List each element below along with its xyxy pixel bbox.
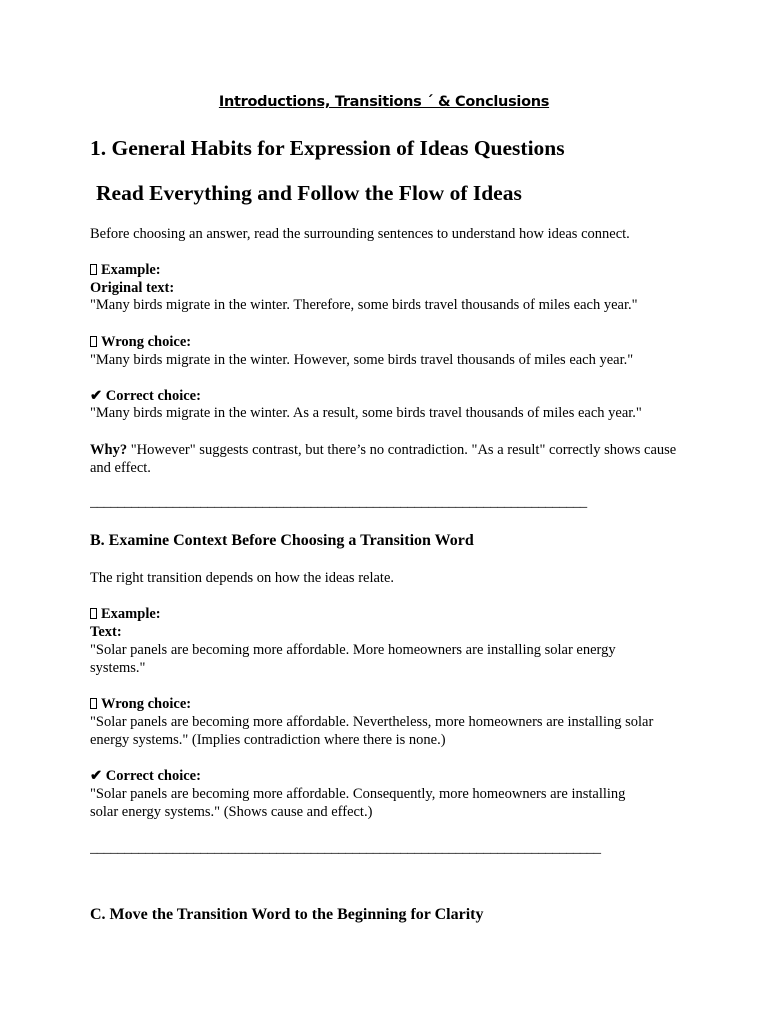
heading-section-b: B. Examine Context Before Choosing a Transition Word	[90, 532, 474, 549]
wrong-choice-label-b: Wrong choice:	[90, 695, 191, 713]
missing-glyph-icon	[90, 264, 97, 275]
correct-choice-text-b: "Solar panels are becoming more affordable. Consequently, more homeowners are installing solar energy systems." (Shows cause and effect.)	[90, 786, 626, 820]
wrong-choice-text-b: "Solar panels are becoming more affordable. Nevertheless, more homeowners are installing solar energy systems." (Implies contradiction where there is none.)	[90, 714, 654, 748]
why-text: "However" suggests contrast, but there’s no contradiction. "As a result" correctly shows cause and effect.	[90, 442, 677, 476]
checkmark-icon: ✔	[90, 388, 103, 404]
heading-general-habits: 1. General Habits for Expression of Ideas Questions	[90, 136, 565, 160]
why-label: Why?	[90, 442, 128, 458]
checkmark-icon: ✔	[90, 768, 103, 784]
document-title: Introductions, Transitions ´ & Conclusions	[218, 94, 550, 110]
example-label-a: Example:	[90, 261, 161, 279]
heading-read-everything: Read Everything and Follow the Flow of Ideas	[96, 181, 522, 205]
intro-paragraph: Before choosing an answer, read the surrounding sentences to understand how ideas connect.	[90, 226, 630, 242]
separator-line-2: __________________________________________________________________________	[90, 840, 601, 856]
missing-glyph-icon	[90, 698, 97, 709]
correct-choice-text-a: "Many birds migrate in the winter. As a result, some birds travel thousands of miles each year."	[90, 405, 642, 421]
example-label-b: Example:	[90, 605, 161, 623]
separator-line-1: ________________________________________________________________________	[90, 494, 587, 510]
text-b: "Solar panels are becoming more affordable. More homeowners are installing solar energy systems."	[90, 642, 616, 676]
original-text-label: Original text:	[90, 280, 175, 296]
original-text: "Many birds migrate in the winter. Therefore, some birds travel thousands of miles each year."	[90, 297, 638, 313]
correct-choice-label-a: ✔ Correct choice:	[90, 388, 201, 404]
missing-glyph-icon	[90, 336, 97, 347]
section-b-intro: The right transition depends on how the ideas relate.	[90, 570, 395, 586]
why-explanation	[90, 441, 682, 477]
missing-glyph-icon	[90, 608, 97, 619]
heading-section-c: C. Move the Transition Word to the Beginning for Clarity	[90, 906, 484, 923]
text-label-b: Text:	[90, 624, 122, 640]
wrong-choice-label-a: Wrong choice:	[90, 333, 191, 351]
wrong-choice-text-a: "Many birds migrate in the winter. However, some birds travel thousands of miles each year."	[90, 352, 634, 368]
correct-choice-label-b: ✔ Correct choice:	[90, 768, 201, 784]
